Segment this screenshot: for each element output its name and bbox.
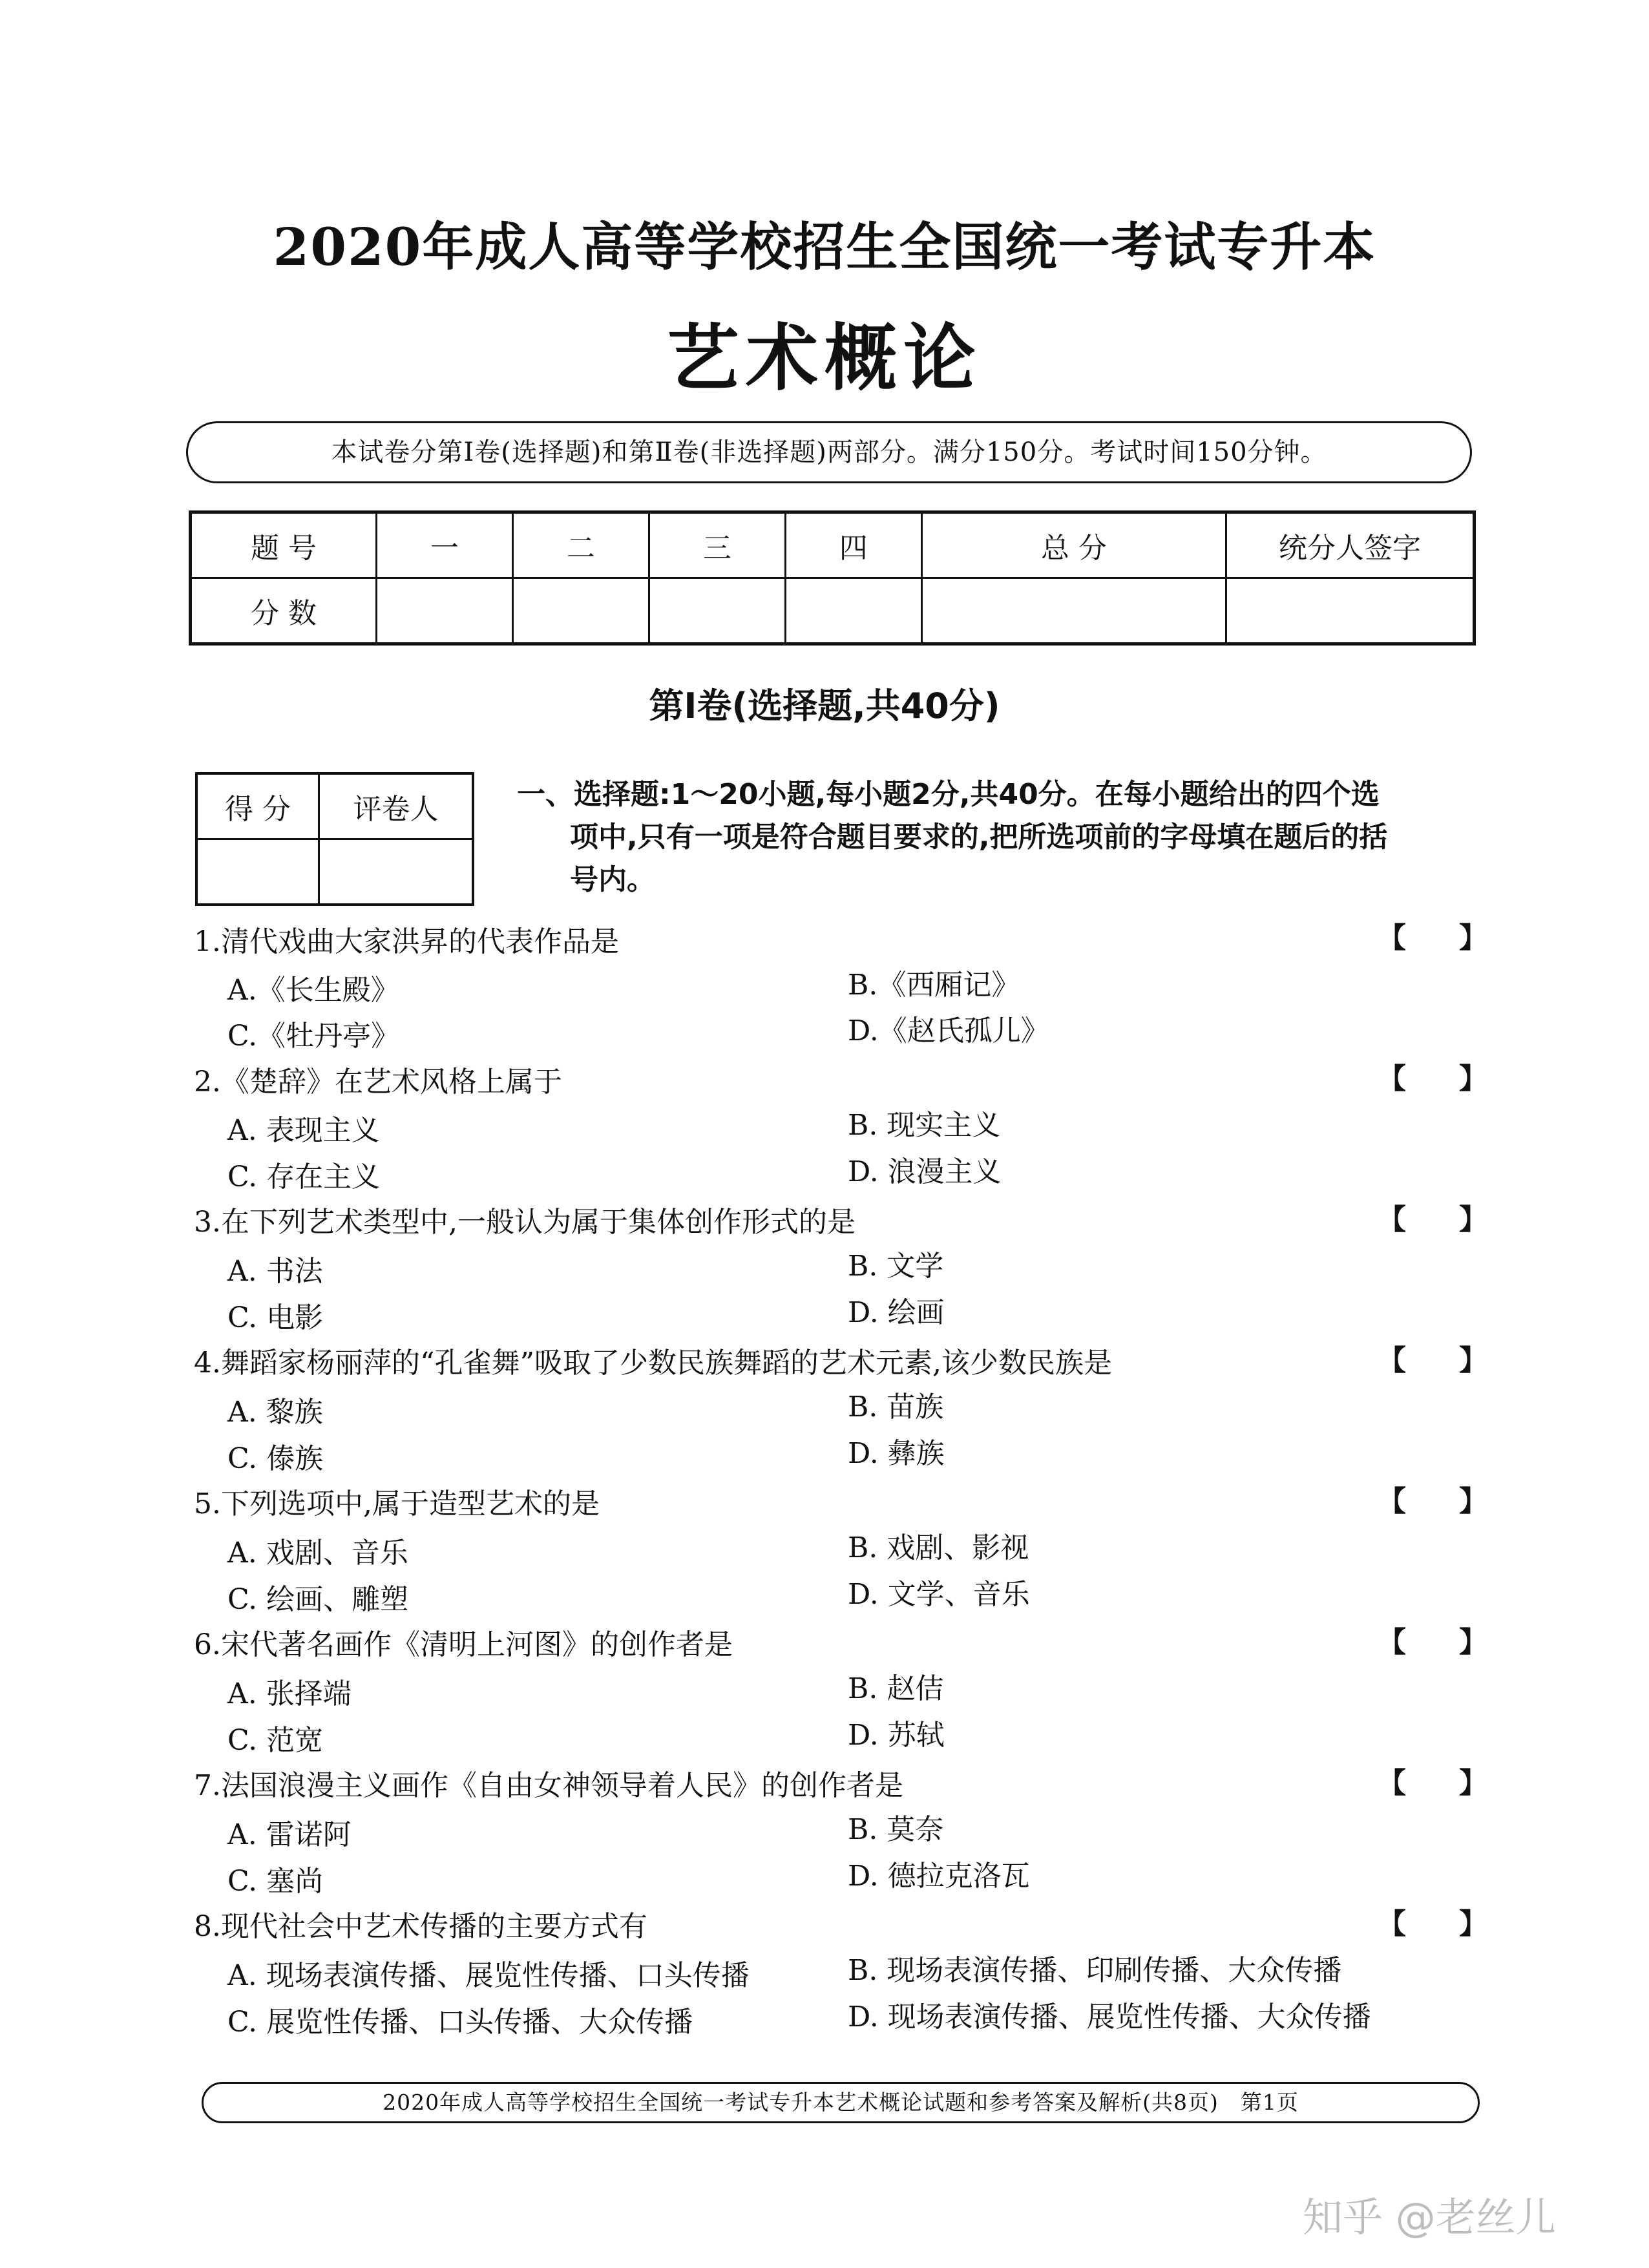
section-title: 第Ⅰ卷(选择题,共40分) (649, 686, 1000, 726)
score-table-score-row (191, 578, 1475, 644)
score-table-header-row (191, 512, 1475, 578)
option-c: C.《牡丹亭》 (227, 1020, 400, 1053)
score-cell: 四 (785, 512, 921, 578)
option-a: A. 现场表演传播、展览性传播、口头传播 (227, 1959, 750, 1992)
score-input-cell (649, 578, 785, 644)
score-input-cell (1226, 578, 1475, 644)
bracket-left: 【 (1378, 1062, 1406, 1095)
score-table (189, 510, 1476, 646)
grader-reviewer-cell (319, 839, 474, 905)
option-d: D. 现场表演传播、展览性传播、大众传播 (848, 2000, 1371, 2033)
score-cell: 统分人签字 (1226, 512, 1475, 578)
score-cell: 一 (377, 512, 513, 578)
option-c: C. 展览性传播、口头传播、大众传播 (227, 2006, 693, 2039)
grader-score-cell (196, 839, 319, 905)
option-d: D. 绘画 (848, 1296, 945, 1329)
bracket-right: 】 (1459, 921, 1487, 954)
bracket-left: 【 (1378, 1907, 1406, 1940)
option-a: A. 书法 (227, 1255, 323, 1288)
question-stem: 6.宋代著名画作《清明上河图》的创作者是 (194, 1628, 733, 1661)
answer-bracket (1378, 1201, 1487, 1239)
option-b: B. 文学 (848, 1250, 944, 1283)
option-b: B. 苗族 (848, 1391, 944, 1423)
bracket-left: 【 (1378, 1767, 1406, 1800)
bracket-left: 【 (1378, 1344, 1406, 1377)
option-c: C. 傣族 (227, 1442, 324, 1475)
page-footer: 2020年成人高等学校招生全国统一考试专升本艺术概论试题和参考答案及解析(共8页) 第1页 (202, 2082, 1480, 2123)
bracket-right: 】 (1459, 1062, 1487, 1095)
exam-notice: 本试卷分第Ⅰ卷(选择题)和第Ⅱ卷(非选择题)两部分。满分150分。考试时间150分钟。 (186, 421, 1472, 483)
score-cell: 题 号 (191, 512, 377, 578)
score-cell: 分 数 (191, 578, 377, 644)
bracket-right: 】 (1459, 1344, 1487, 1377)
option-d: D.《赵氏孤儿》 (848, 1014, 1049, 1047)
option-a: A. 表现主义 (227, 1114, 380, 1147)
option-c: C. 电影 (227, 1301, 324, 1334)
option-b: B. 现场表演传播、印刷传播、大众传播 (848, 1954, 1342, 1987)
answer-bracket (1378, 1905, 1487, 1944)
grader-reviewer-label: 评卷人 (319, 773, 474, 839)
bracket-right: 】 (1459, 1907, 1487, 1940)
grader-table (195, 772, 474, 906)
instruction-line: 号内。 (570, 863, 655, 896)
instruction-line: 一、选择题:1～20小题,每小题2分,共40分。在每小题给出的四个选 (517, 778, 1380, 811)
option-c: C. 存在主义 (227, 1160, 381, 1193)
option-d: D. 浪漫主义 (848, 1155, 1002, 1188)
answer-bracket (1378, 919, 1487, 958)
score-cell: 三 (649, 512, 785, 578)
option-d: D. 彝族 (848, 1437, 945, 1470)
option-b: B.《西厢记》 (848, 969, 1020, 1002)
question-stem: 7.法国浪漫主义画作《自由女神领导着人民》的创作者是 (194, 1769, 903, 1802)
option-d: D. 德拉克洛瓦 (848, 1860, 1030, 1893)
question-stem: 3.在下列艺术类型中,一般认为属于集体创作形式的是 (194, 1206, 856, 1239)
bracket-right: 】 (1459, 1626, 1487, 1659)
instruction-line: 项中,只有一项是符合题目要求的,把所选项前的字母填在题后的括 (570, 821, 1388, 854)
score-input-cell (785, 578, 921, 644)
answer-bracket (1378, 1623, 1487, 1662)
option-d: D. 苏轼 (848, 1719, 945, 1752)
option-a: A. 戏剧、音乐 (227, 1537, 408, 1570)
question-stem: 5.下列选项中,属于造型艺术的是 (194, 1487, 600, 1520)
option-b: B. 莫奈 (848, 1813, 944, 1846)
score-input-cell (512, 578, 649, 644)
question-stem: 2.《楚辞》在艺术风格上属于 (194, 1066, 562, 1098)
option-b: B. 戏剧、影视 (848, 1531, 1029, 1564)
option-a: A. 张择端 (227, 1677, 352, 1710)
bracket-left: 【 (1378, 1485, 1406, 1518)
grader-score-label: 得 分 (196, 773, 319, 839)
score-input-cell (921, 578, 1226, 644)
option-c: C. 范宽 (227, 1724, 324, 1757)
option-a: A.《长生殿》 (227, 974, 399, 1007)
score-cell: 二 (512, 512, 649, 578)
score-cell: 总 分 (921, 512, 1226, 578)
option-c: C. 塞尚 (227, 1865, 324, 1898)
watermark: 知乎 @老丝儿 (1303, 2194, 1556, 2241)
score-input-cell (377, 578, 513, 644)
bracket-right: 】 (1459, 1767, 1487, 1800)
answer-bracket (1378, 1060, 1487, 1098)
question-stem: 4.舞蹈家杨丽萍的“孔雀舞”吸取了少数民族舞蹈的艺术元素,该少数民族是 (194, 1347, 1112, 1380)
option-c: C. 绘画、雕塑 (227, 1583, 409, 1616)
bracket-left: 【 (1378, 921, 1406, 954)
option-a: A. 雷诺阿 (227, 1818, 352, 1851)
subject-title: 艺术概论 (667, 317, 982, 401)
question-stem: 8.现代社会中艺术传播的主要方式有 (194, 1910, 647, 1943)
bracket-right: 】 (1459, 1485, 1487, 1518)
bracket-left: 【 (1378, 1626, 1406, 1659)
option-d: D. 文学、音乐 (848, 1578, 1030, 1611)
question-stem: 1.清代戏曲大家洪昇的代表作品是 (194, 925, 619, 958)
option-b: B. 现实主义 (848, 1109, 1001, 1142)
bracket-left: 【 (1378, 1203, 1406, 1236)
option-a: A. 黎族 (227, 1396, 323, 1429)
answer-bracket (1378, 1482, 1487, 1521)
answer-bracket (1378, 1764, 1487, 1803)
section-instruction (517, 773, 1473, 901)
exam-title: 2020年成人高等学校招生全国统一考试专升本 (273, 216, 1376, 277)
answer-bracket (1378, 1341, 1487, 1380)
bracket-right: 】 (1459, 1203, 1487, 1236)
option-b: B. 赵佶 (848, 1672, 944, 1705)
